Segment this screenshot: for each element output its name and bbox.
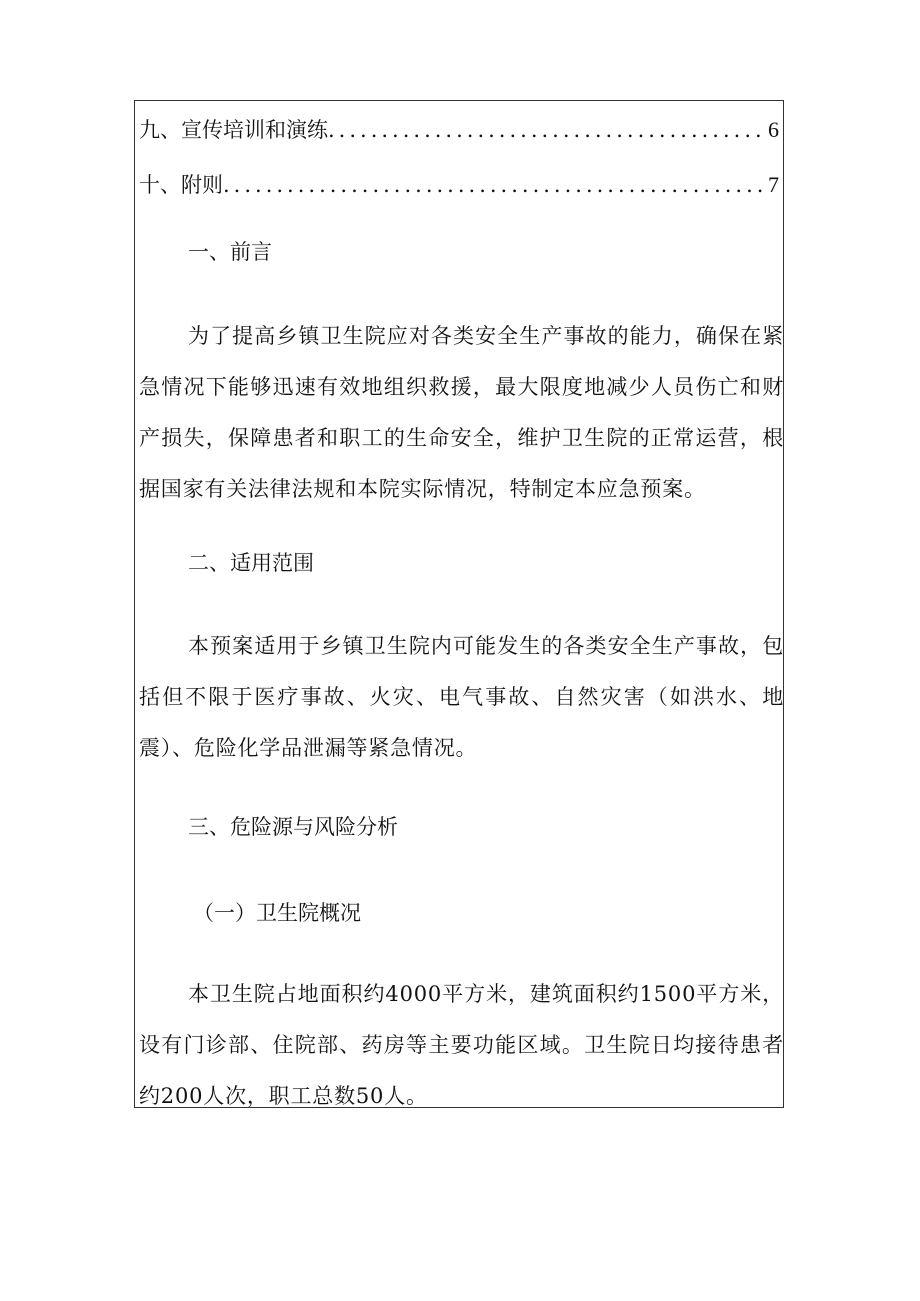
section-heading-scope: 二、适用范围 <box>188 551 314 575</box>
toc-leader-dots <box>328 113 762 147</box>
toc-leader-dots <box>223 168 762 202</box>
paragraph-preface: 为了提高乡镇卫生院应对各类安全生产事故的能力，确保在紧急情况下能够迅速有效地组织救援，最大限度地减少人员伤亡和财产损失，保障患者和职工的生命安全，维护卫生院的正常运营，根据国家有关法律法规和本院实际情况，特制定本应急预案。 <box>139 324 784 501</box>
toc-page-number: 6 <box>768 117 779 142</box>
toc-page-number: 7 <box>768 172 779 197</box>
toc-entry-appendix[interactable] <box>139 168 779 202</box>
toc-entry-publicity-training[interactable] <box>139 113 779 147</box>
section-heading-risk-analysis: 三、危险源与风险分析 <box>188 815 398 839</box>
section-heading-preface: 一、前言 <box>188 240 272 264</box>
subsection-heading-hospital-overview: （一）卫生院概况 <box>193 901 361 925</box>
toc-entry-label: 九、宣传培训和演练 <box>139 118 328 142</box>
toc-entry-label: 十、附则 <box>139 173 223 197</box>
paragraph-scope: 本预案适用于乡镇卫生院内可能发生的各类安全生产事故，包括但不限于医疗事故、火灾、电气事故、自然灾害（如洪水、地震）、危险化学品泄漏等紧急情况。 <box>139 634 784 760</box>
paragraph-hospital-overview: 本卫生院占地面积约4000平方米，建筑面积约1500平方米，设有门诊部、住院部、药房等主要功能区域。卫生院日均接待患者约200人次，职工总数50人。 <box>139 982 784 1108</box>
